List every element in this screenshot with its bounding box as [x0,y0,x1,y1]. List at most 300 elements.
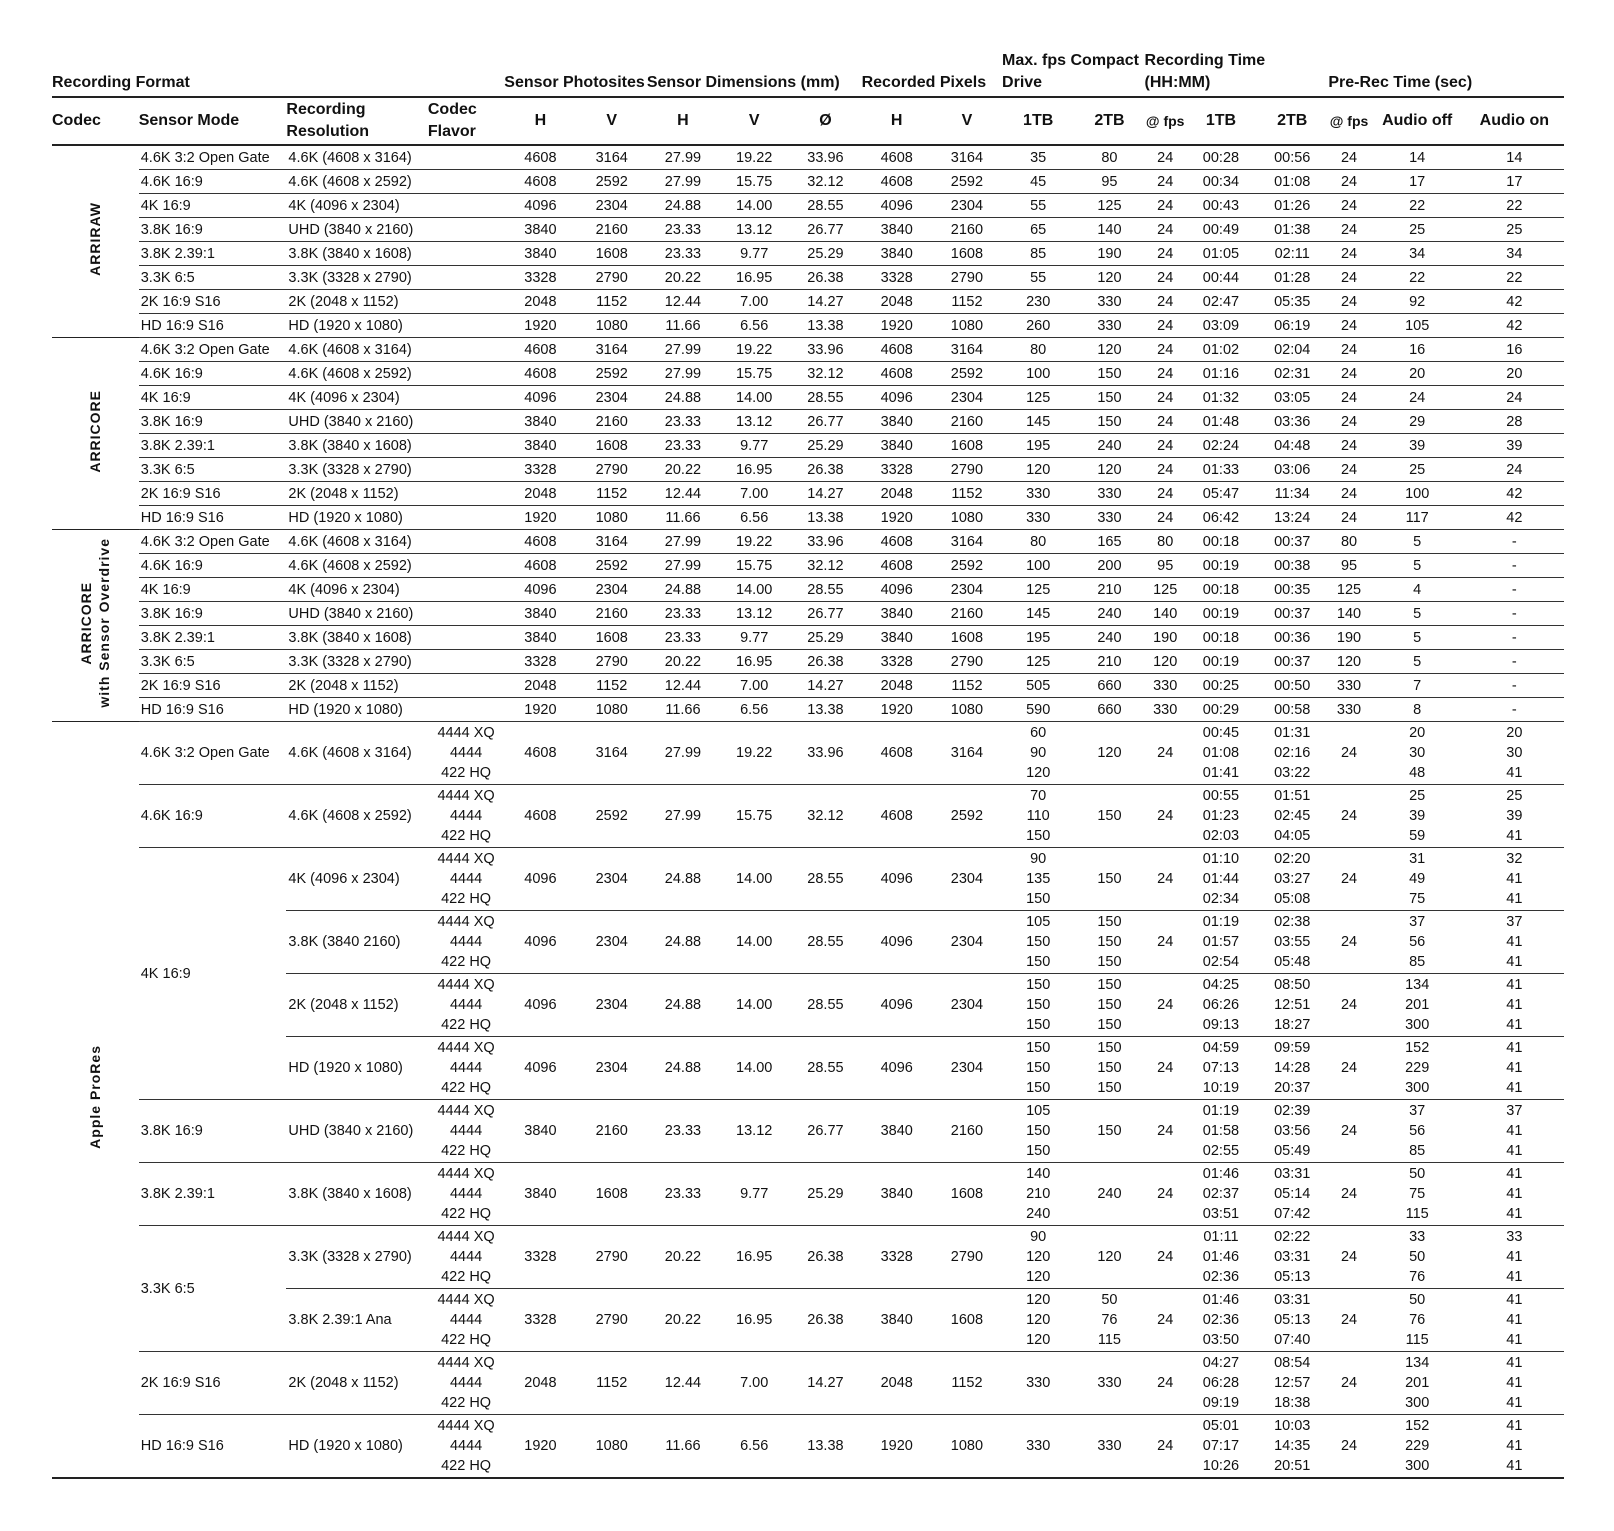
fps-2tb-cell: 660 [1074,674,1144,698]
audio-off-value: 56 [1409,1123,1426,1139]
rectime-2tb-value: 02:22 [1274,1229,1311,1245]
dimensions-h-cell: 12.44 [647,482,719,506]
rectime-1tb-stack [1186,723,1256,783]
rectime-2tb-value: 03:27 [1274,871,1311,887]
audio-off-cell: 105 [1370,314,1465,338]
sensor-mode-cell: 2K 16:9 S16 [139,290,287,314]
audio-off-value: 300 [1405,1017,1430,1033]
ph-v-cell: 2304 [577,848,647,911]
codec-flavor-stack [428,849,504,909]
table-row [52,218,1564,242]
table-row [52,290,1564,314]
rectime-1tb-value: 02:36 [1202,1269,1240,1285]
fps-1tb-cell [1002,1100,1074,1163]
sensor-mode-cell: 4.6K 3:2 Open Gate [139,145,287,170]
codec-label-cell [52,530,139,722]
rectime-2tb-cell [1256,1226,1328,1289]
header-column-row [52,97,1564,145]
rectime-2tb-value: 03:31 [1274,1249,1311,1265]
pixels-h-cell: 4096 [862,194,932,218]
recording-resolution-cell: 4K (4096 x 2304) [286,848,427,911]
audio-off-cell: 5 [1370,626,1465,650]
ph-h-cell: 4096 [504,1037,576,1100]
pixels-v-cell: 2790 [932,650,1002,674]
photosites-h-cell: 4608 [504,530,576,554]
rectime-2tb-value: 02:16 [1274,745,1311,761]
fps-1tb-value: 135 [1026,871,1051,887]
audio-on-value: 41 [1506,1332,1523,1348]
fps-2tb-value [1074,1416,1144,1436]
dimensions-h-cell: 23.33 [647,410,719,434]
audio-off-value: 31 [1409,851,1426,867]
rectime-at-fps-cell: 24 [1145,1226,1186,1289]
audio-off-value: 76 [1409,1312,1426,1328]
codec-flavor-value: 4444 [449,1438,483,1454]
audio-on-value: 41 [1506,1312,1523,1328]
recording-resolution-cell: 4K (4096 x 2304) [286,386,427,410]
rectime-2tb-cell: 06:19 [1256,314,1328,338]
rectime-1tb-value: 04:59 [1202,1040,1240,1056]
rectime-1tb-value: 10:19 [1202,1080,1240,1096]
audio-on-value: 41 [1506,1269,1523,1285]
codec-flavor-cell [428,911,504,974]
rectime-1tb-cell: 00:18 [1186,626,1256,650]
ph-h-cell: 3840 [504,1100,576,1163]
audio-on-cell [1465,1100,1564,1163]
pixels-v-cell: 1608 [932,626,1002,650]
fps-1tb-cell [1002,1289,1074,1352]
dimensions-v-cell: 6.56 [719,314,789,338]
rectime-2tb-cell: 00:37 [1256,602,1328,626]
codec-flavor-value: 4444 XQ [437,1040,495,1056]
audio-off-value: 300 [1405,1395,1430,1411]
col-fps-2tb: 2TB [1094,112,1125,129]
photosites-v-cell: 2304 [577,578,647,602]
rectime-1tb-cell [1186,1163,1256,1226]
audio-off-cell [1370,911,1465,974]
rectime-1tb-value: 09:19 [1202,1395,1240,1411]
table-row [52,1415,1564,1479]
dim-v-cell: 19.22 [719,722,789,785]
rectime-1tb-cell: 01:48 [1186,410,1256,434]
audio-on-value: 41 [1506,1166,1523,1182]
table-row [52,194,1564,218]
ph-h-cell: 4608 [504,785,576,848]
codec-flavor-stack [428,1416,504,1476]
audio-off-value: 37 [1409,1103,1426,1119]
rectime-2tb-value: 05:49 [1274,1143,1311,1159]
rectime-2tb-cell: 01:28 [1256,266,1328,290]
fps-2tb-value [1074,1164,1144,1184]
rectime-1tb-value: 02:03 [1202,828,1240,844]
dimensions-v-cell: 13.12 [719,410,789,434]
rectime-1tb-value: 07:13 [1202,1060,1240,1076]
photosites-h-cell: 3840 [504,602,576,626]
fps-2tb-cell: 150 [1074,410,1144,434]
codec-flavor-cell [428,1037,504,1100]
rectime-at-fps-cell: 330 [1145,698,1186,722]
audio-off-cell: 20 [1370,362,1465,386]
codec-label-cell [52,722,139,1479]
dimensions-diagonal-cell: 13.38 [789,506,861,530]
rectime-at-fps-cell: 125 [1145,578,1186,602]
codec-flavor-value: 4444 XQ [437,914,495,930]
fps-1tb-cell: 80 [1002,530,1074,554]
recording-resolution-cell: HD (1920 x 1080) [286,1415,427,1479]
rectime-2tb-stack [1256,1416,1328,1476]
codec-flavor-cell [428,145,504,170]
rectime-1tb-value: 01:23 [1202,808,1240,824]
codec-flavor-cell [428,626,504,650]
codec-flavor-value: 4444 [449,745,483,761]
sensor-mode-cell: 3.8K 16:9 [139,218,287,242]
prerec-at-fps-cell: 24 [1328,785,1369,848]
codec-flavor-value: 422 HQ [441,1458,492,1474]
recording-resolution-cell: 3.8K (3840 2160) [286,911,427,974]
fps-2tb-value: 115 [1097,1332,1121,1348]
audio-on-value: 20 [1506,725,1523,741]
rectime-1tb-value: 02:55 [1202,1143,1240,1159]
dimensions-v-cell: 9.77 [719,434,789,458]
codec-flavor-value: 4444 XQ [437,977,495,993]
dimensions-diagonal-cell: 28.55 [789,578,861,602]
rectime-1tb-value: 01:46 [1202,1166,1240,1182]
dimensions-diagonal-cell: 32.12 [789,554,861,578]
rectime-1tb-cell: 02:47 [1186,290,1256,314]
audio-on-value: 41 [1506,891,1523,907]
rectime-2tb-cell: 00:58 [1256,698,1328,722]
dimensions-diagonal-cell: 13.38 [789,698,861,722]
dim-d-cell: 32.12 [789,785,861,848]
fps-2tb-cell: 660 [1074,698,1144,722]
rectime-2tb-stack [1256,1290,1328,1350]
dim-v-cell: 14.00 [719,1037,789,1100]
fps-2tb-cell [1074,1037,1144,1100]
fps-2tb-cell: 150 [1074,362,1144,386]
fps-1tb-value: 150 [1026,934,1051,950]
audio-on-cell [1465,1163,1564,1226]
table-row [52,434,1564,458]
group-recorded-pixels: Recorded Pixels [861,74,987,91]
rectime-2tb-cell: 00:35 [1256,578,1328,602]
rectime-2tb-value: 03:56 [1274,1123,1311,1139]
table-row [52,266,1564,290]
prerec-at-fps-cell: 80 [1328,530,1369,554]
rectime-2tb-value: 05:13 [1274,1312,1311,1328]
rectime-2tb-stack [1256,723,1328,783]
audio-off-cell: 92 [1370,290,1465,314]
dim-v-cell: 14.00 [719,911,789,974]
codec-flavor-cell [428,674,504,698]
photosites-h-cell: 3328 [504,458,576,482]
codec-flavor-stack [428,1353,504,1413]
fps-1tb-value: 150 [1026,1017,1051,1033]
codec-flavor-value: 4444 [449,1249,483,1265]
audio-on-cell: - [1465,698,1564,722]
rectime-2tb-value: 12:51 [1274,997,1311,1013]
sensor-mode-cell: 3.8K 2.39:1 [139,626,287,650]
audio-on-value: 41 [1506,1206,1523,1222]
table-row [52,626,1564,650]
audio-off-value: 115 [1405,1332,1429,1348]
fps-2tb-value [1074,1101,1144,1121]
audio-off-cell: 17 [1370,170,1465,194]
codec-flavor-cell [428,554,504,578]
dim-h-cell: 20.22 [647,1289,719,1352]
rectime-1tb-cell: 02:24 [1186,434,1256,458]
px-h-cell: 4096 [862,911,932,974]
audio-on-value: 41 [1506,1123,1523,1139]
group-prerec-time: Pre-Rec Time (sec) [1328,74,1473,91]
fps-2tb-value [1074,1227,1144,1247]
photosites-h-cell: 4608 [504,170,576,194]
ph-v-cell: 3164 [577,722,647,785]
rectime-at-fps-cell: 24 [1145,1163,1186,1226]
audio-off-cell [1370,1163,1465,1226]
fps-2tb-value [1074,786,1144,806]
rectime-1tb-cell: 01:16 [1186,362,1256,386]
codec-flavor-value: 4444 [449,997,483,1013]
prerec-at-fps-cell: 24 [1328,338,1369,362]
dimensions-v-cell: 7.00 [719,482,789,506]
col-pixels-h: H [890,112,903,129]
fps-2tb-value: 150 [1097,954,1122,970]
photosites-h-cell: 3328 [504,266,576,290]
rectime-at-fps-cell: 24 [1145,1037,1186,1100]
audio-on-value: 41 [1506,977,1523,993]
rectime-1tb-cell: 01:32 [1186,386,1256,410]
table-row [52,458,1564,482]
rectime-2tb-value: 02:38 [1274,914,1311,930]
fps-2tb-cell [1074,911,1144,974]
rectime-at-fps-cell: 24 [1145,266,1186,290]
prerec-at-fps-cell: 24 [1328,506,1369,530]
dimensions-diagonal-cell: 28.55 [789,386,861,410]
prerec-at-fps-cell: 140 [1328,602,1369,626]
pixels-v-cell: 2790 [932,458,1002,482]
codec-flavor-cell [428,1415,504,1479]
audio-off-cell: 25 [1370,218,1465,242]
fps-2tb-value [1074,1267,1144,1287]
sensor-mode-cell: 2K 16:9 S16 [139,482,287,506]
fps-1tb-cell: 45 [1002,170,1074,194]
table-row [52,410,1564,434]
photosites-h-cell: 1920 [504,698,576,722]
audio-off-cell [1370,722,1465,785]
rectime-2tb-value: 07:42 [1274,1206,1311,1222]
dimensions-h-cell: 20.22 [647,650,719,674]
fps-1tb-cell: 195 [1002,626,1074,650]
audio-on-stack [1465,1101,1564,1161]
group-recording-time: Recording Time (HH:MM) [1144,52,1266,91]
photosites-h-cell: 2048 [504,674,576,698]
photosites-v-cell: 2160 [577,410,647,434]
fps-2tb-cell: 240 [1074,434,1144,458]
rectime-1tb-stack [1186,1164,1256,1224]
fps-1tb-value: 90 [1030,851,1047,867]
rectime-2tb-stack [1256,1038,1328,1098]
fps-1tb-value: 120 [1026,1269,1051,1285]
px-h-cell: 3328 [862,1226,932,1289]
dim-v-cell: 16.95 [719,1289,789,1352]
rectime-1tb-value: 04:27 [1202,1355,1240,1371]
audio-on-value: 25 [1506,788,1523,804]
photosites-h-cell: 4608 [504,145,576,170]
dimensions-v-cell: 15.75 [719,170,789,194]
rectime-at-fps-cell: 24 [1145,1415,1186,1479]
sensor-mode-cell: 4.6K 16:9 [139,362,287,386]
prerec-at-fps-cell: 24 [1328,218,1369,242]
rectime-1tb-stack [1186,1416,1256,1476]
table-row [52,362,1564,386]
dimensions-diagonal-cell: 26.38 [789,266,861,290]
codec-flavor-stack [428,786,504,846]
codec-flavor-cell [428,314,504,338]
codec-flavor-value: 4444 XQ [437,1355,495,1371]
col-rectime-2tb: 2TB [1277,112,1308,129]
rectime-2tb-cell: 13:24 [1256,506,1328,530]
audio-off-value: 50 [1409,1249,1426,1265]
codec-name: ARRICORE [87,389,104,473]
dimensions-h-cell: 12.44 [647,290,719,314]
photosites-v-cell: 3164 [577,338,647,362]
photosites-v-cell: 2592 [577,554,647,578]
rectime-1tb-cell [1186,722,1256,785]
photosites-h-cell: 3328 [504,650,576,674]
pixels-h-cell: 3840 [862,602,932,626]
fps-1tb-value: 150 [1026,1143,1051,1159]
dimensions-v-cell: 16.95 [719,650,789,674]
rectime-2tb-cell: 02:04 [1256,338,1328,362]
codec-flavor-value: 422 HQ [441,1080,492,1096]
codec-flavor-cell [428,386,504,410]
col-codec-flavor: Codec Flavor [427,101,477,140]
recording-resolution-cell: 3.3K (3328 x 2790) [286,458,427,482]
fps-1tb-value: 150 [1026,1060,1051,1076]
px-v-cell: 1080 [932,1415,1002,1479]
px-v-cell: 2304 [932,848,1002,911]
rectime-1tb-cell: 00:44 [1186,266,1256,290]
col-recording-resolution: Recording Resolution [286,101,370,140]
audio-off-stack [1370,849,1465,909]
px-v-cell: 1152 [932,1352,1002,1415]
fps-1tb-cell [1002,1415,1074,1479]
recording-formats-table [52,50,1564,1479]
pixels-v-cell: 2592 [932,170,1002,194]
col-dimensions-h: H [677,112,689,129]
rectime-at-fps-cell: 24 [1145,722,1186,785]
fps-2tb-cell: 330 [1074,290,1144,314]
audio-off-cell: 100 [1370,482,1465,506]
recording-resolution-cell: 2K (2048 x 1152) [286,674,427,698]
audio-on-cell [1465,722,1564,785]
codec-flavor-cell [428,848,504,911]
rectime-1tb-value: 01:46 [1202,1249,1240,1265]
col-audio-off: Audio off [1382,112,1453,129]
pixels-h-cell: 2048 [862,674,932,698]
rectime-at-fps-cell: 24 [1145,1289,1186,1352]
photosites-v-cell: 2160 [577,602,647,626]
dim-d-cell: 28.55 [789,974,861,1037]
sensor-mode-cell: 3.8K 16:9 [139,1100,287,1163]
photosites-v-cell: 2304 [577,194,647,218]
rectime-2tb-value: 02:45 [1274,808,1311,824]
rectime-2tb-value: 03:22 [1274,765,1311,781]
ph-v-cell: 2592 [577,785,647,848]
audio-off-cell [1370,1352,1465,1415]
rectime-2tb-value: 09:59 [1274,1040,1311,1056]
rectime-2tb-stack [1256,1164,1328,1224]
fps-1tb-stack [1002,1290,1074,1350]
fps-2tb-value: 150 [1097,997,1122,1013]
audio-off-stack [1370,786,1465,846]
codec-flavor-value: 422 HQ [441,954,492,970]
rectime-at-fps-cell: 80 [1145,530,1186,554]
codec-name: ARRICORE [78,581,95,665]
ph-h-cell: 3328 [504,1226,576,1289]
rectime-1tb-cell: 00:29 [1186,698,1256,722]
sensor-mode-cell: HD 16:9 S16 [139,1415,287,1479]
dimensions-h-cell: 23.33 [647,434,719,458]
recording-resolution-cell: HD (1920 x 1080) [286,506,427,530]
codec-subtitle: with Sensor Overdrive [96,538,113,708]
audio-off-cell: 5 [1370,602,1465,626]
audio-on-stack [1465,786,1564,846]
dimensions-h-cell: 27.99 [647,530,719,554]
dimensions-h-cell: 23.33 [647,602,719,626]
dimensions-h-cell: 20.22 [647,266,719,290]
audio-on-value: 41 [1506,1395,1523,1411]
ph-h-cell: 1920 [504,1415,576,1479]
audio-off-stack [1370,1353,1465,1413]
fps-1tb-cell [1002,1163,1074,1226]
rectime-at-fps-cell: 330 [1145,674,1186,698]
codec-flavor-cell [428,410,504,434]
pixels-v-cell: 1080 [932,506,1002,530]
dimensions-v-cell: 19.22 [719,530,789,554]
fps-1tb-cell: 125 [1002,650,1074,674]
prerec-at-fps-cell: 24 [1328,410,1369,434]
recording-resolution-cell: 3.8K (3840 x 1608) [286,1163,427,1226]
ph-v-cell: 2160 [577,1100,647,1163]
dimensions-diagonal-cell: 14.27 [789,290,861,314]
px-v-cell: 2304 [932,1037,1002,1100]
audio-on-stack [1465,1164,1564,1224]
col-sensor-mode: Sensor Mode [138,112,240,129]
rectime-1tb-value: 01:19 [1202,914,1240,930]
fps-1tb-value: 240 [1026,1206,1051,1222]
audio-on-value: 39 [1506,808,1523,824]
rectime-2tb-value: 18:38 [1274,1395,1311,1411]
table-row [52,578,1564,602]
pixels-v-cell: 1152 [932,482,1002,506]
fps-1tb-cell: 260 [1002,314,1074,338]
recording-formats-table-container [52,50,1564,1479]
prerec-at-fps-cell: 24 [1328,1163,1369,1226]
audio-on-value: 41 [1506,1143,1523,1159]
recording-resolution-cell: 4.6K (4608 x 2592) [286,554,427,578]
pixels-v-cell: 2160 [932,218,1002,242]
audio-on-cell: 42 [1465,314,1564,338]
fps-2tb-cell: 210 [1074,578,1144,602]
audio-on-cell: 39 [1465,434,1564,458]
prerec-at-fps-cell: 24 [1328,1226,1369,1289]
pixels-v-cell: 2592 [932,554,1002,578]
audio-on-stack [1465,1416,1564,1476]
audio-off-value: 134 [1405,977,1430,993]
codec-flavor-cell [428,1100,504,1163]
dimensions-diagonal-cell: 32.12 [789,170,861,194]
